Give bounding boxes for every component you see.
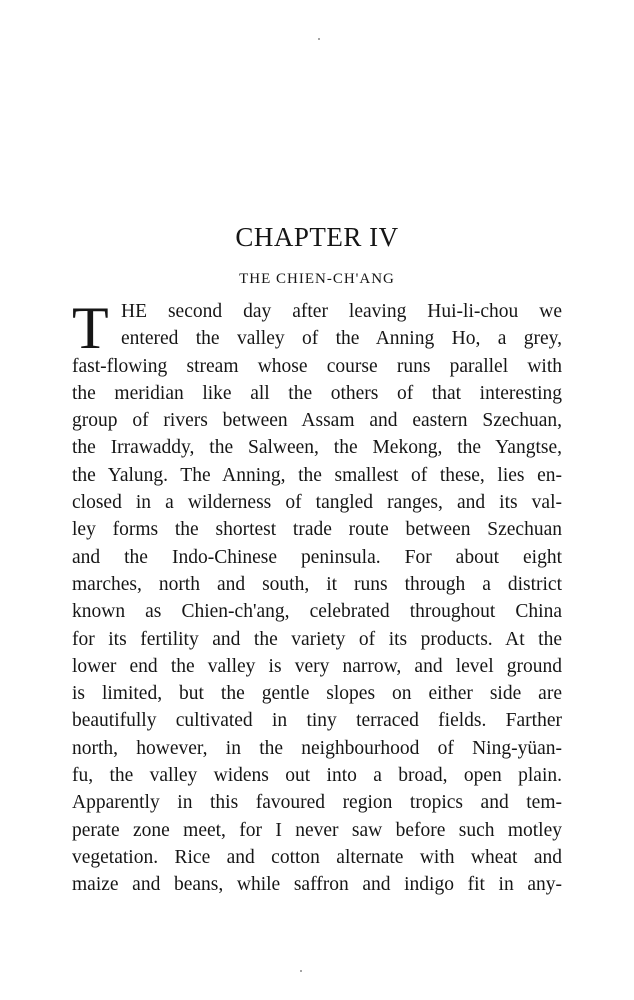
text-line: marches, north and south, it runs through a district: [72, 573, 562, 595]
text-line: lower end the valley is very narrow, and level ground: [72, 655, 562, 677]
text-line: and the Indo-Chinese peninsula. For about eight: [72, 546, 562, 568]
text-line: ley forms the shortest trade route between Szechuan: [72, 519, 562, 541]
text-line: known as Chien-ch'ang, celebrated throughout China: [72, 601, 562, 623]
body-text: [72, 295, 562, 899]
text-line: vegetation. Rice and cotton alternate with wheat and: [72, 846, 562, 868]
chapter-title: THE CHIEN-CH'ANG: [239, 271, 395, 288]
text-line: the meridian like all the others of that interesting: [72, 382, 562, 404]
text-line: the Yalung. The Anning, the smallest of these, lies en-: [72, 464, 562, 486]
text-line: Apparently in this favoured region tropics and tem-: [72, 792, 562, 814]
text-line: entered the valley of the Anning Ho, a grey,: [121, 328, 562, 350]
text-line: fast-flowing stream whose course runs parallel with: [72, 355, 562, 377]
text-line: fu, the valley widens out into a broad, open plain.: [72, 765, 562, 787]
text-line: closed in a wilderness of tangled ranges, and its val-: [72, 492, 562, 514]
text-line: perate zone meet, for I never saw before such motley: [72, 819, 562, 841]
text-line: for its fertility and the variety of its products. At the: [72, 628, 562, 650]
page-speck-bottom: [300, 970, 302, 972]
chapter-heading: CHAPTER IV: [235, 222, 399, 253]
text-line: HE second day after leaving Hui-li-chou we: [121, 301, 562, 322]
text-line: north, however, in the neighbourhood of Ning-yüan-: [72, 737, 562, 759]
text-line: the Irrawaddy, the Salween, the Mekong, the Yangtse,: [72, 437, 562, 459]
text-line: beautifully cultivated in tiny terraced fields. Farther: [72, 710, 562, 732]
drop-cap: T: [72, 295, 109, 361]
text-line: group of rivers between Assam and eastern Szechuan,: [72, 410, 562, 432]
text-line: maize and beans, while saffron and indigo fit in any-: [72, 874, 562, 896]
page-speck-top: [318, 38, 320, 40]
text-line: is limited, but the gentle slopes on either side are: [72, 683, 562, 705]
